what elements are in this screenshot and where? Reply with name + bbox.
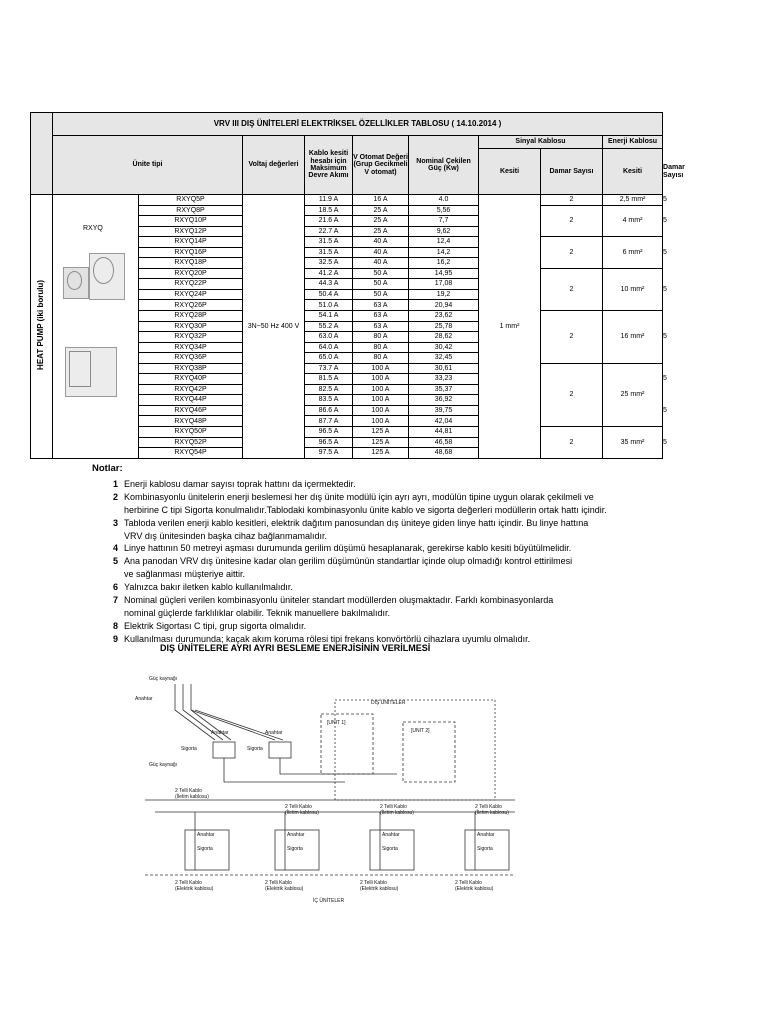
signal-cable-label: (İletim kablosu)	[175, 794, 209, 800]
model-cell: RXYQ40P	[139, 374, 243, 385]
fuse-label: Sigorta	[247, 746, 263, 752]
current-cell: 82.5 A	[305, 384, 353, 395]
signal-cores-cell: 2	[541, 363, 603, 426]
power-cell: 42,04	[409, 416, 479, 427]
switch-label: Anahtar	[382, 832, 400, 838]
power-cell: 30,42	[409, 342, 479, 353]
signal-cores-cell: 2	[541, 195, 603, 206]
breaker-cell: 25 A	[353, 226, 409, 237]
note-text	[124, 555, 692, 581]
power-cell: 36,92	[409, 395, 479, 406]
current-cell: 50.4 A	[305, 289, 353, 300]
breaker-cell: 40 A	[353, 247, 409, 258]
energy-section-cell: 35 mm²	[603, 427, 663, 459]
signal-cable-label: (İletim kablosu)	[380, 810, 414, 816]
current-cell: 87.7 A	[305, 416, 353, 427]
power-cell: 16,2	[409, 258, 479, 269]
corner-cell	[31, 113, 53, 195]
power-cell: 30,61	[409, 363, 479, 374]
power-cell: 25,78	[409, 321, 479, 332]
fuse-label: Sigorta	[477, 846, 493, 852]
breaker-cell: 125 A	[353, 448, 409, 459]
note-number: 4	[112, 543, 118, 554]
note-text	[124, 581, 692, 594]
model-cell: RXYQ26P	[139, 300, 243, 311]
current-cell: 32.5 A	[305, 258, 353, 269]
fuse-label: Sigorta	[197, 846, 213, 852]
note-number: 5	[112, 556, 118, 567]
outdoor-unit-image	[63, 267, 89, 299]
note-line: Elektrik Sigortası C tipi, grup sigorta olmalıdır.	[124, 620, 307, 631]
note-line: herbirine C tipi Sigorta konulmalıdır.Tablodaki kombinasyonlu ünite kablo ve sigorta değerleri modüllerin ortak hattı içindir.	[124, 504, 607, 515]
two-wire-label: 2 Telli Kablo	[265, 880, 292, 886]
power-cell: 19,2	[409, 289, 479, 300]
indoor-units-label: İÇ ÜNİTELER	[313, 898, 345, 904]
power-cell: 20,94	[409, 300, 479, 311]
note-text	[124, 542, 692, 555]
table-row: RXYQ8P 18.5 A 25 A 5,56 2 4 mm² 5	[31, 205, 663, 216]
signal-cores-cell: 2	[541, 237, 603, 269]
note-item	[92, 581, 692, 594]
outdoor-unit-outline	[335, 700, 495, 800]
current-cell: 51.0 A	[305, 300, 353, 311]
note-number: 8	[112, 620, 118, 631]
power-cell: 12,4	[409, 237, 479, 248]
current-cell: 31.5 A	[305, 247, 353, 258]
model-cell: RXYQ20P	[139, 268, 243, 279]
current-cell: 86.6 A	[305, 405, 353, 416]
current-cell: 65.0 A	[305, 353, 353, 364]
power-cell: 28,62	[409, 332, 479, 343]
notes-title: Notlar:	[92, 463, 123, 474]
signal-cable-label: (İletim kablosu)	[285, 810, 319, 816]
energy-section-cell: 10 mm²	[603, 268, 663, 310]
current-cell: 63.0 A	[305, 332, 353, 343]
header-cable-current: Kablo kesiti hesabı için Maksimum Devre Akımı	[305, 136, 353, 195]
switch-box	[269, 742, 291, 758]
fuse-label: Sigorta	[287, 846, 303, 852]
breaker-cell: 25 A	[353, 216, 409, 227]
current-cell: 55.2 A	[305, 321, 353, 332]
note-item	[92, 620, 692, 633]
current-cell: 44.3 A	[305, 279, 353, 290]
breaker-cell: 50 A	[353, 289, 409, 300]
outdoor-units-label: DIŞ ÜNİTELER	[371, 700, 406, 706]
model-cell: RXYQ28P	[139, 311, 243, 322]
note-number: 1	[112, 478, 118, 489]
model-cell: RXYQ54P	[139, 448, 243, 459]
two-wire-label: 2 Telli Kablo	[455, 880, 482, 886]
note-line: Kullanılması durumunda; kaçak akım koruma rölesi tipi frekans konvörtörlü cihazlara uyumlu olmalıdır.	[124, 633, 531, 644]
two-wire-label: 2 Telli Kablo	[475, 804, 502, 810]
breaker-cell: 80 A	[353, 353, 409, 364]
notes-section	[92, 463, 692, 646]
power-cell: 4.0	[409, 195, 479, 206]
energy-section-cell: 25 mm²	[603, 363, 663, 426]
model-cell: RXYQ32P	[139, 332, 243, 343]
notes-list	[92, 478, 692, 646]
note-text	[124, 517, 692, 543]
breaker-cell: 16 A	[353, 195, 409, 206]
power-cable-label: (Elektrik kablosu)	[360, 886, 399, 892]
current-cell: 31.5 A	[305, 237, 353, 248]
header-signal-cable: Sinyal Kablosu	[479, 136, 603, 149]
note-text	[124, 491, 692, 517]
breaker-cell: 63 A	[353, 321, 409, 332]
note-number: 6	[112, 582, 118, 593]
breaker-cell: 100 A	[353, 374, 409, 385]
power-cable-label: (Elektrik kablosu)	[455, 886, 494, 892]
header-voltage: Voltaj değerleri	[243, 136, 305, 195]
model-cell: RXYQ44P	[139, 395, 243, 406]
switch-label: Anahtar	[135, 696, 153, 702]
model-cell: RXYQ30P	[139, 321, 243, 332]
model-cell: RXYQ38P	[139, 363, 243, 374]
current-cell: 11.9 A	[305, 195, 353, 206]
note-line: Linye hattının 50 metreyi aşması durumunda gerilim düşümü hesaplanarak, gerekirse kablo kesiti büyütülmelidir.	[124, 543, 572, 554]
fuse-label: Sigorta	[181, 746, 197, 752]
note-item	[92, 594, 692, 620]
table-row: HEAT PUMP (iki borulu) RXYQ RXYQ5P 3N~50 Hz 400 V 11.9 A 16 A 4.0 1 mm² 2 2,5 mm² 5	[31, 195, 663, 206]
electrical-spec-table: VRV III DIŞ ÜNİTELERİ ELEKTRİKSEL ÖZELLİKLER TABLOSU ( 14.10.2014 ) Ünite tipi Voltaj değerleri Kablo kesiti hesabı için Maksimum Devre Akımı V Otomat Değeri (Grup Gecikmeli V otomat) Nominal Çekilen Güç (Kw) Sinyal Kablosu Enerji Kablosu Kesiti Damar Sayısı Kesiti Damar Sayısı HEAT PUMP (iki borulu) RXYQ RXYQ5P 3N~50 Hz 400 V 11.9 A 16 A 4.0 1 mm² 2 2,5 mm² 5 RXYQ8P 18.5 A 25 A 5,56 2 4 mm² 5 RXYQ10P 21.6 A 25 A 7,7 RXYQ12P 22.7 A 25 A 9,62 RXYQ14P 31.5 A 40 A 12,4 2 6 mm² 5 RXYQ16P 31.5 A 40 A 14,2 RXYQ18P 32.5 A 40 A 16,2 RXYQ20P 41.2 A 50 A 14,95 2 10 mm² 5 RXYQ22P 44.3 A 50 A 17,08 RXYQ24P 50.4 A 50 A 19,2 RXYQ26P 51.0 A 63 A 20,94 RXYQ28P 54.1 A 63 A 23,62 2 16 mm² 5 RXYQ30P 55.2 A 63 A 25,78 RXYQ32P 63.0 A 80 A 28,62 RXYQ34P 64.0 A 80 A 30,42 RXYQ36P 65.0 A 80 A 32,45 RXYQ38P 73.7 A 100 A 30,61 2 25 mm² 5 RXYQ40P 81.5 A 100 A 33,23 RXYQ42P 82.5 A 100 A 35,37 RXYQ44P 83.5 A 100 A 36,92 5 RXYQ46P 86.6 A 100 A 39,75 RXYQ48P 87.7 A 100 A 42,04 RXYQ50P 96.5 A 125 A 44,81 2 35 mm² 5 RXYQ52P 96.5 A 125 A 46,58 RXYQ54P 97.5 A 125 A 48,68	[30, 112, 663, 459]
power-cell: 39,75	[409, 405, 479, 416]
table-title: VRV III DIŞ ÜNİTELERİ ELEKTRİKSEL ÖZELLİKLER TABLOSU ( 14.10.2014 )	[53, 113, 663, 136]
model-cell: RXYQ8P	[139, 205, 243, 216]
wiring-diagram	[135, 670, 535, 910]
feed-line	[224, 758, 397, 782]
note-line: VRV dış ünitesinden başka cihaz bağlanmamalıdır.	[124, 530, 327, 541]
note-text	[124, 594, 692, 620]
model-cell: RXYQ22P	[139, 279, 243, 290]
breaker-cell: 40 A	[353, 258, 409, 269]
model-cell: RXYQ18P	[139, 258, 243, 269]
signal-cores-cell: 2	[541, 427, 603, 459]
note-line: Yalnızca bakır iletken kablo kullanılmalıdır.	[124, 582, 293, 593]
model-cell: RXYQ34P	[139, 342, 243, 353]
table-row: RXYQ28P 54.1 A 63 A 23,62 2 16 mm² 5	[31, 311, 663, 322]
power-cell: 14,2	[409, 247, 479, 258]
power-source-label: Güç kaynağı	[149, 762, 178, 768]
power-cell: 9,62	[409, 226, 479, 237]
voltage-cell: 3N~50 Hz 400 V	[243, 195, 305, 459]
table-row: RXYQ20P 41.2 A 50 A 14,95 2 10 mm² 5	[31, 268, 663, 279]
power-cell: 14,95	[409, 268, 479, 279]
model-cell: RXYQ42P	[139, 384, 243, 395]
note-text	[124, 620, 692, 633]
model-cell: RXYQ16P	[139, 247, 243, 258]
current-cell: 73.7 A	[305, 363, 353, 374]
breaker-cell: 100 A	[353, 416, 409, 427]
outdoor-unit-image	[89, 253, 125, 300]
note-number: 3	[112, 517, 118, 528]
unit-2-label: [UNIT 2]	[411, 728, 430, 734]
signal-cores-cell: 2	[541, 205, 603, 237]
breaker-cell: 100 A	[353, 405, 409, 416]
breaker-cell: 63 A	[353, 311, 409, 322]
power-cell: 17,08	[409, 279, 479, 290]
side-label-cell	[31, 195, 53, 459]
outdoor-unit-image	[65, 347, 117, 397]
side-label: HEAT PUMP (iki borulu)	[36, 280, 46, 371]
switch-label: Anahtar	[265, 730, 283, 736]
breaker-cell: 100 A	[353, 384, 409, 395]
power-line	[175, 684, 191, 710]
note-number: 7	[112, 595, 118, 606]
note-line: Nominal güçleri verilen kombinasyonlu üniteler standart modüllerden oluşmaktadır. Farklı kombinasyonlarda	[124, 595, 554, 606]
two-wire-label: 2 Telli Kablo	[175, 880, 202, 886]
two-wire-label: 2 Telli Kablo	[285, 804, 312, 810]
energy-section-cell: 2,5 mm²	[603, 195, 663, 206]
energy-section-cell: 6 mm²	[603, 237, 663, 269]
two-wire-label: 2 Telli Kablo	[360, 880, 387, 886]
breaker-cell: 80 A	[353, 332, 409, 343]
note-line: Ana panodan VRV dış ünitesine kadar olan gerilim düşümünün standartlar içinde olup olmadığı kontrol ettirilmesi	[124, 556, 573, 567]
power-cell: 7,7	[409, 216, 479, 227]
note-item	[92, 478, 692, 491]
current-cell: 54.1 A	[305, 311, 353, 322]
power-cable-label: (Elektrik kablosu)	[175, 886, 214, 892]
unit-1-label: [UNIT 1]	[327, 720, 346, 726]
current-cell: 96.5 A	[305, 427, 353, 438]
note-line: ve sağlanması müşteriye aittir.	[124, 569, 246, 580]
current-cell: 64.0 A	[305, 342, 353, 353]
note-item	[92, 491, 692, 517]
model-cell: RXYQ48P	[139, 416, 243, 427]
power-cell: 33,23	[409, 374, 479, 385]
breaker-cell: 50 A	[353, 279, 409, 290]
current-cell: 22.7 A	[305, 226, 353, 237]
switch-box	[213, 742, 235, 758]
breaker-cell: 50 A	[353, 268, 409, 279]
note-line: nominal güçlerde farklılıklar olabilir. Teknik manuellere bakılmalıdır.	[124, 607, 390, 618]
signal-cores-cell: 2	[541, 311, 603, 364]
power-cell: 23,62	[409, 311, 479, 322]
note-number: 2	[112, 491, 118, 502]
switch-label: Anahtar	[211, 730, 229, 736]
model-cell: RXYQ52P	[139, 437, 243, 448]
unit-images	[53, 195, 138, 458]
header-signal-section: Kesiti	[479, 149, 541, 195]
switch-label: Anahtar	[477, 832, 495, 838]
two-wire-label: 2 Telli Kablo	[380, 804, 407, 810]
breaker-cell: 125 A	[353, 427, 409, 438]
power-cell: 32,45	[409, 353, 479, 364]
energy-section-cell: 16 mm²	[603, 311, 663, 364]
note-line: Kombinasyonlu ünitelerin enerji beslemesi her dış ünite modülü için ayrı ayrı, modülün tipine uygun olarak çekilmeli ve	[124, 491, 594, 502]
current-cell: 41.2 A	[305, 268, 353, 279]
header-unit-type: Ünite tipi	[53, 136, 243, 195]
header-signal-cores: Damar Sayısı	[541, 149, 603, 195]
header-energy-section: Kesiti	[603, 149, 663, 195]
header-nominal-power: Nominal Çekilen Güç (Kw)	[409, 136, 479, 195]
header-energy-cable: Enerji Kablosu	[603, 136, 663, 149]
power-cell: 35,37	[409, 384, 479, 395]
power-cell: 5,56	[409, 205, 479, 216]
model-cell: RXYQ5P	[139, 195, 243, 206]
breaker-cell: 63 A	[353, 300, 409, 311]
note-item	[92, 517, 692, 543]
unit-images-cell	[53, 195, 139, 459]
note-line: Enerji kablosu damar sayısı toprak hattını da içermektedir.	[124, 478, 356, 489]
diagram-title: DIŞ ÜNİTELERE AYRI AYRI BESLEME ENERJİSİNİN VERİLMESİ	[160, 643, 431, 653]
current-cell: 81.5 A	[305, 374, 353, 385]
note-item	[92, 555, 692, 581]
current-cell: 96.5 A	[305, 437, 353, 448]
breaker-cell: 40 A	[353, 237, 409, 248]
energy-section-cell: 4 mm²	[603, 205, 663, 237]
power-source-label: Güç kaynağı	[149, 676, 178, 682]
power-cell: 48,68	[409, 448, 479, 459]
model-cell: RXYQ36P	[139, 353, 243, 364]
signal-cable-label: (İletim kablosu)	[475, 810, 509, 816]
current-cell: 21.6 A	[305, 216, 353, 227]
indoor-branch	[195, 812, 475, 870]
note-number: 9	[112, 633, 118, 644]
model-cell: RXYQ50P	[139, 427, 243, 438]
note-item	[92, 542, 692, 555]
table-row: RXYQ50P 96.5 A 125 A 44,81 2 35 mm² 5	[31, 427, 663, 438]
model-cell: RXYQ12P	[139, 226, 243, 237]
table-row: RXYQ44P 83.5 A 100 A 36,92 5	[31, 395, 663, 406]
fuse-label: Sigorta	[382, 846, 398, 852]
table-row: RXYQ38P 73.7 A 100 A 30,61 2 25 mm² 5	[31, 363, 663, 374]
power-cable-label: (Elektrik kablosu)	[265, 886, 304, 892]
model-cell: RXYQ10P	[139, 216, 243, 227]
note-line: Tabloda verilen enerji kablo kesitleri, elektrik dağıtım panosundan dış üniteye giden linye hattı içindir. Bu linye hattına	[124, 517, 589, 528]
power-cell: 46,58	[409, 437, 479, 448]
model-cell: RXYQ14P	[139, 237, 243, 248]
breaker-cell: 100 A	[353, 395, 409, 406]
breaker-cell: 125 A	[353, 437, 409, 448]
breaker-cell: 100 A	[353, 363, 409, 374]
current-cell: 83.5 A	[305, 395, 353, 406]
note-text	[124, 478, 692, 491]
table-row: RXYQ14P 31.5 A 40 A 12,4 2 6 mm² 5	[31, 237, 663, 248]
signal-section-cell: 1 mm²	[479, 195, 541, 459]
power-cell: 44,81	[409, 427, 479, 438]
breaker-cell: 25 A	[353, 205, 409, 216]
model-cell: RXYQ24P	[139, 289, 243, 300]
current-cell: 97.5 A	[305, 448, 353, 459]
header-v-auto: V Otomat Değeri (Grup Gecikmeli V otomat)	[353, 136, 409, 195]
switch-label: Anahtar	[287, 832, 305, 838]
signal-cores-cell: 2	[541, 268, 603, 310]
model-cell: RXYQ46P	[139, 405, 243, 416]
two-wire-label: 2 Telli Kablo	[175, 788, 202, 794]
current-cell: 18.5 A	[305, 205, 353, 216]
switch-label: Anahtar	[197, 832, 215, 838]
breaker-cell: 80 A	[353, 342, 409, 353]
signal-line	[145, 800, 515, 812]
series-label: RXYQ	[83, 225, 103, 232]
